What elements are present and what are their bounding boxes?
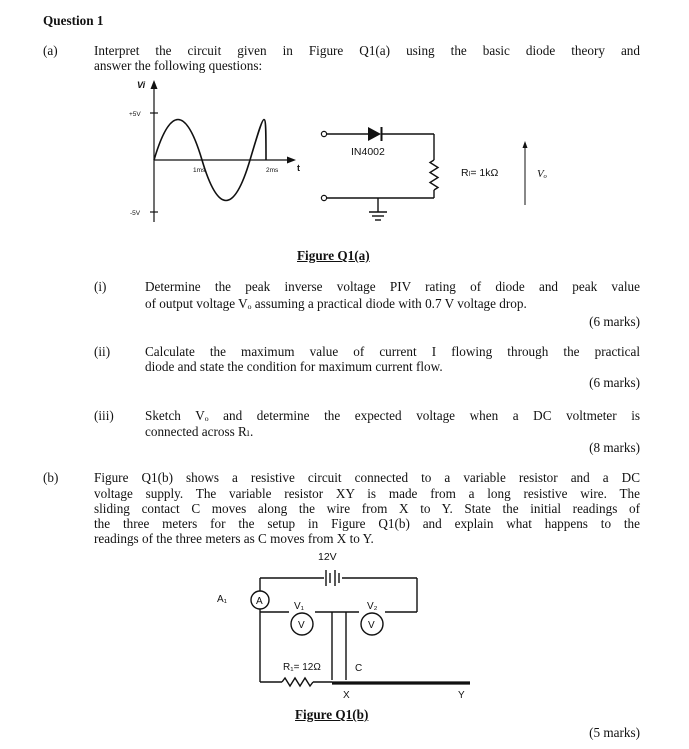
sub-i-line-2: of output voltage Vₒ assuming a practical diode with 0.7 V voltage drop. (145, 296, 527, 311)
figure-q1b-caption: Figure Q1(b) (295, 707, 369, 722)
supply-label: 12V (318, 551, 337, 563)
vo-label: Vₒ (537, 168, 547, 180)
figure-q1a-caption: Figure Q1(a) (297, 248, 370, 263)
r1-label: R₁= 12Ω (283, 662, 321, 673)
c-label: C (355, 663, 363, 674)
diode-label: IN4002 (351, 146, 385, 158)
part-b-marks: (5 marks) (589, 725, 640, 740)
sub-iii-label: (iii) (94, 408, 114, 423)
resistor-r1 (282, 678, 313, 686)
rl-label: Rₗ= 1kΩ (461, 167, 499, 179)
part-a-label: (a) (43, 43, 58, 58)
sub-iii-marks: (8 marks) (589, 440, 640, 455)
x-label: X (343, 690, 350, 701)
v2-label: V₂ (367, 601, 378, 612)
t2-label: 2ms (266, 167, 279, 174)
sub-iii-line-2: connected across Rₗ. (145, 424, 254, 439)
part-b-line-3: sliding contact C moves along the wire from X to Y. State the initial readings of (94, 501, 640, 516)
part-b-label: (b) (43, 470, 59, 485)
minus5-label: -5V (130, 210, 141, 217)
part-a-line-1: Interpret the circuit given in Figure Q1(a) using the basic diode theory and (94, 43, 640, 58)
sub-ii-line-1: Calculate the maximum value of current I flowing through the practical (145, 344, 640, 359)
part-b-line-1: Figure Q1(b) shows a resistive circuit connected to a variable resistor and a DC (94, 470, 640, 485)
v1-label: V₁ (294, 601, 305, 612)
part-b-line-2: voltage supply. The variable resistor XY is made from a long resistive wire. The (94, 486, 640, 501)
ammeter-letter: A (256, 596, 263, 607)
sub-ii-marks: (6 marks) (589, 375, 640, 390)
sub-i-line-1: Determine the peak inverse voltage PIV rating of diode and peak value (145, 279, 640, 294)
t1-label: 1ms (193, 167, 206, 174)
question-title: Question 1 (43, 13, 104, 28)
voltmeter2-letter: V (368, 620, 375, 631)
a1-label: A₁ (217, 594, 228, 605)
plus5-label: +5V (129, 111, 141, 118)
sub-i-label: (i) (94, 279, 107, 294)
y-label: Y (458, 690, 465, 701)
part-a-line-2: answer the following questions: (94, 58, 263, 73)
t-label: t (297, 163, 300, 173)
voltmeter1-letter: V (298, 620, 305, 631)
sub-i-marks: (6 marks) (589, 314, 640, 329)
sub-ii-line-2: diode and state the condition for maximum current flow. (145, 359, 443, 374)
part-b-line-5: readings of the three meters as C moves from X to Y. (94, 531, 374, 546)
sub-iii-line-1: Sketch Vₒ and determine the expected voltage when a DC voltmeter is (145, 408, 640, 423)
sub-ii-label: (ii) (94, 344, 111, 359)
vi-label: Vi (137, 80, 146, 90)
part-b-line-4: the three meters for the setup in Figure Q1(b) and explain what happens to the (94, 516, 640, 531)
